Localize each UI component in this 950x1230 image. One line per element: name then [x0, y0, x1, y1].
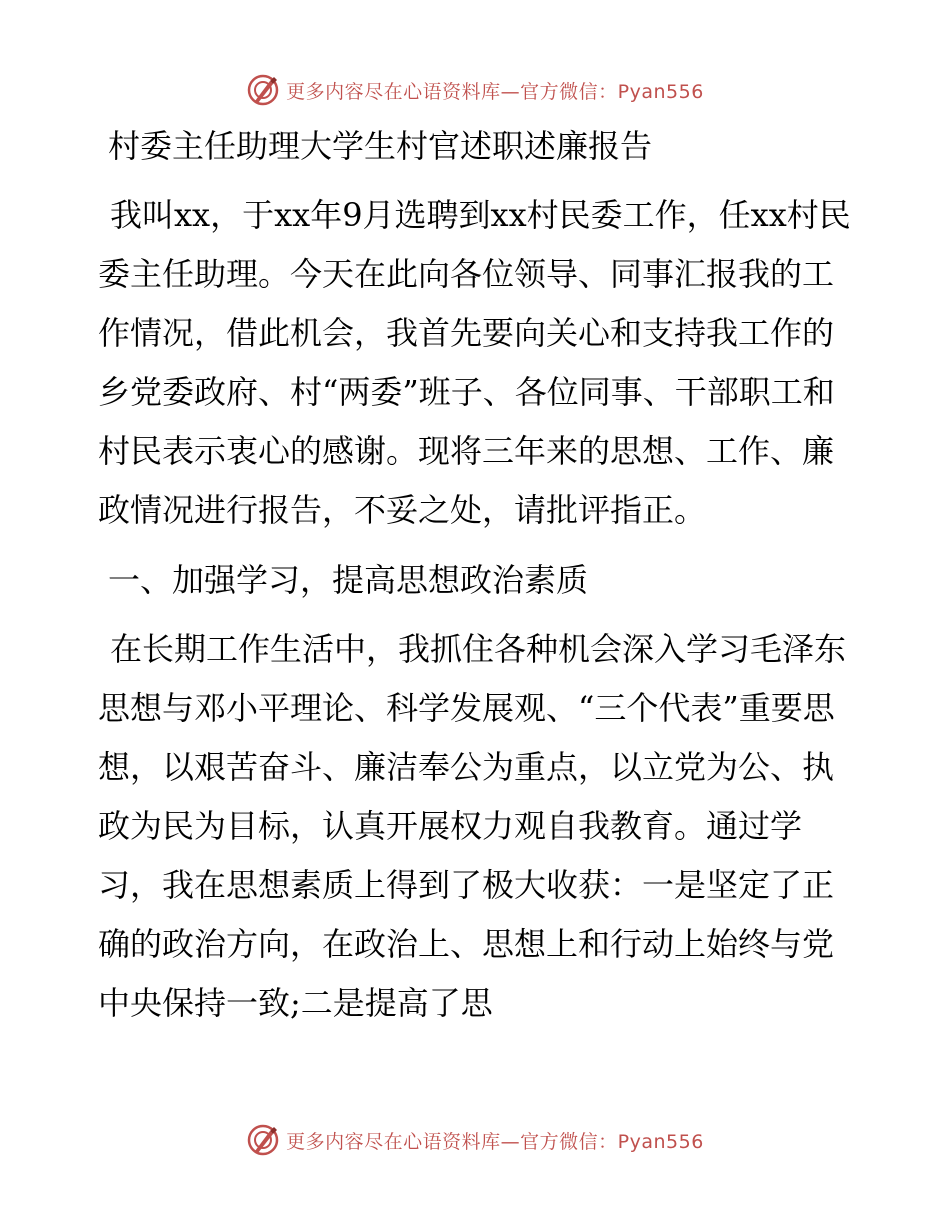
- intro-paragraph: 我叫xx，于xx年9月选聘到xx村民委工作，任xx村民委主任助理。今天在此向各位领导、同事汇报我的工作情况，借此机会，我首先要向关心和支持我工作的乡党委政府、村“两委”班子、各位同事、干部职工和村民表示衷心的感谢。现将三年来的思想、工作、廉政情况进行报告，不妥之处，请批评指正。: [98, 196, 851, 529]
- header-banner: [0, 70, 950, 110]
- section-paragraph: 在长期工作生活中，我抓住各种机会深入学习毛泽东思想与邓小平理论、科学发展观、“三个代表”重要思想，以艰苦奋斗、廉洁奉公为重点，以立党为公、执政为民为目标，认真开展权力观自我教育。通过学习，我在思想素质上得到了极大收获：一是坚定了正确的政治方向，在政治上、思想上和行动上始终与党中央保持一致;二是提高了思: [98, 630, 847, 1022]
- pen-logo-icon: [246, 1123, 280, 1157]
- banner-text: 更多内容尽在心语资料库—官方微信：Pyan556: [286, 80, 704, 103]
- document-body: [98, 120, 858, 1047]
- document-title: 村委主任助理大学生村官述职述廉报告: [108, 127, 653, 165]
- footer-banner: [0, 1120, 950, 1160]
- pen-logo-icon: [246, 73, 280, 107]
- section-heading: 一、加强学习，提高思想政治素质: [108, 561, 589, 599]
- banner-text: 更多内容尽在心语资料库—官方微信：Pyan556: [286, 1130, 704, 1153]
